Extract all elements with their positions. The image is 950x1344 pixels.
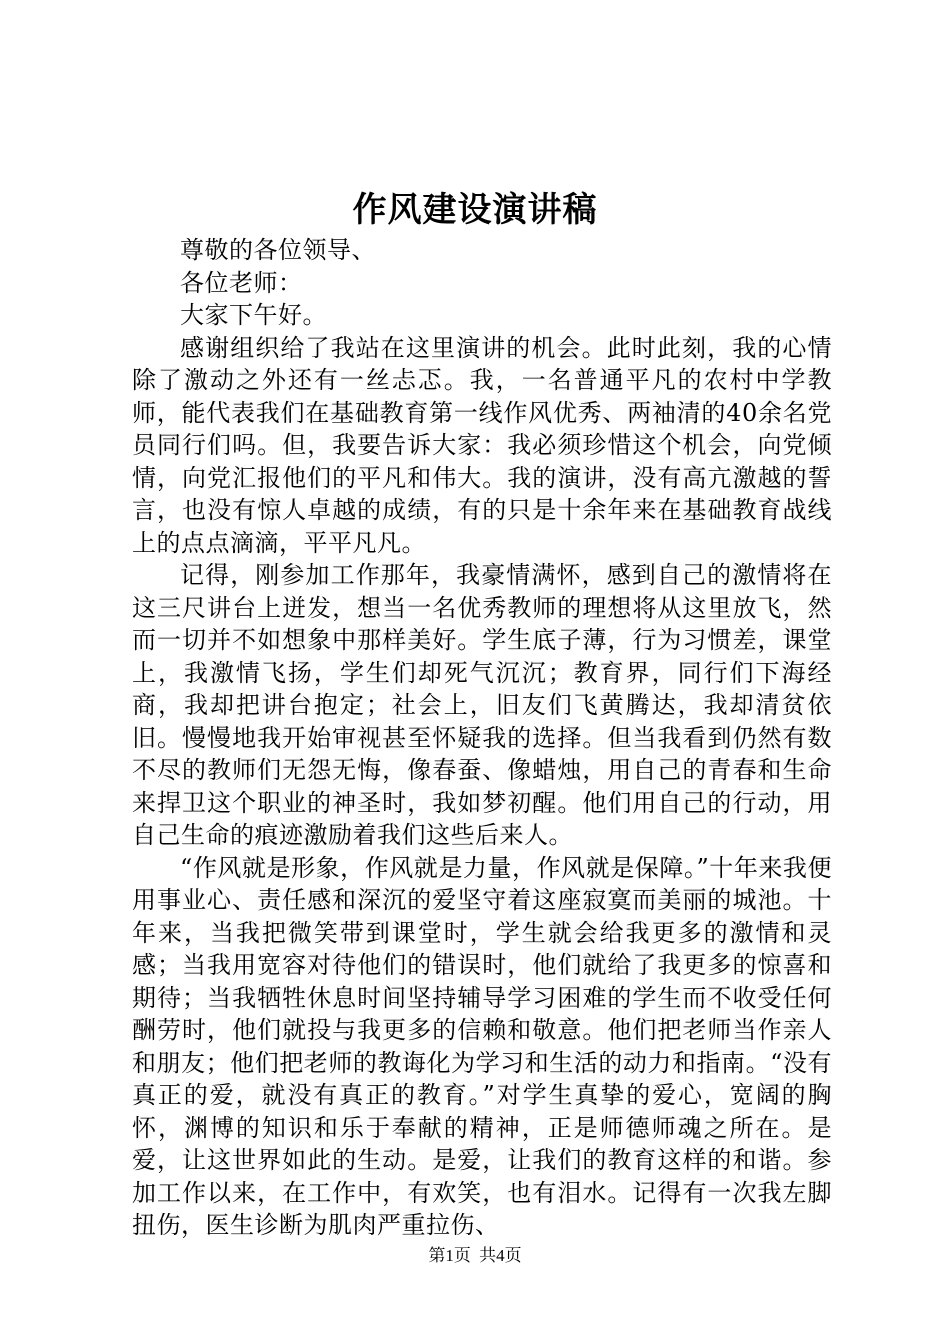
greeting-line: 大家下午好。 bbox=[180, 301, 327, 329]
salutation-line-1: 尊敬的各位领导、 bbox=[180, 236, 376, 264]
page-number: 第1页 bbox=[428, 1246, 471, 1265]
body-paragraph-2: 记得，刚参加工作那年，我豪情满怀，感到自己的激情将在这三尺讲台上迸发，想当一名优秀教师的理想将从这里放飞，然而一切并不如想象中那样美好。学生底子薄，行为习惯差，课堂上，我激情飞扬，学生们却死气沉沉；教育界，同行们下海经商，我却把讲台抱定；社会上，旧友们飞黄腾达，我却清贫依旧。慢慢地我开始审视甚至怀疑我的选择。但当我看到仍然有数不尽的教师们无怨无悔，像春蚕、像蜡烛，用自己的青春和生命来捍卫这个职业的神圣时，我如梦初醒。他们用自己的行动，用自己生命的痕迹激励着我们这些后来人。 bbox=[132, 561, 832, 849]
document-body bbox=[132, 234, 832, 1242]
document-title: 作风建设演讲稿 bbox=[352, 190, 598, 230]
salutation-line-2: 各位老师： bbox=[180, 268, 303, 297]
page-total: 共4页 bbox=[479, 1246, 522, 1265]
body-paragraph-3: “作风就是形象，作风就是力量，作风就是保障。”十年来我便用事业心、责任感和深沉的爱坚守着这座寂寞而美丽的城池。十年来，当我把微笑带到课堂时，学生就会给我更多的激情和灵感；当我用宽容对待他们的错误时，他们就给了我更多的惊喜和期待；当我牺牲休息时间坚持辅导学习困难的学生而不收受任何酬劳时，他们就投与我更多的信赖和敬意。他们把老师当作亲人和朋友；他们把老师的教诲化为学习和生活的动力和指南。“没有真正的爱，就没有真正的教育。”对学生真挚的爱心，宽阔的胸怀，渊博的知识和乐于奉献的精神，正是师德师魂之所在。是爱，让这世界如此的生动。是爱，让我们的教育这样的和谐。参加工作以来，在工作中，有欢笑，也有泪水。记得有一次我左脚扭伤，医生诊断为肌肉严重拉伤、 bbox=[132, 853, 832, 1239]
page-footer bbox=[0, 1244, 950, 1268]
body-paragraph-1: 感谢组织给了我站在这里演讲的机会。此时此刻，我的心情除了激动之外还有一丝忐忑。我，一名普通平凡的农村中学教师，能代表我们在基础教育第一线作风优秀、两袖清的40余名党员同行们吗。但，我要告诉大家：我必须珍惜这个机会，向党倾情，向党汇报他们的平凡和伟大。我的演讲，没有高亢激越的誓言，也没有惊人卓越的成绩，有的只是十余年来在基础教育战线上的点点滴滴，平平凡凡。 bbox=[132, 333, 832, 557]
